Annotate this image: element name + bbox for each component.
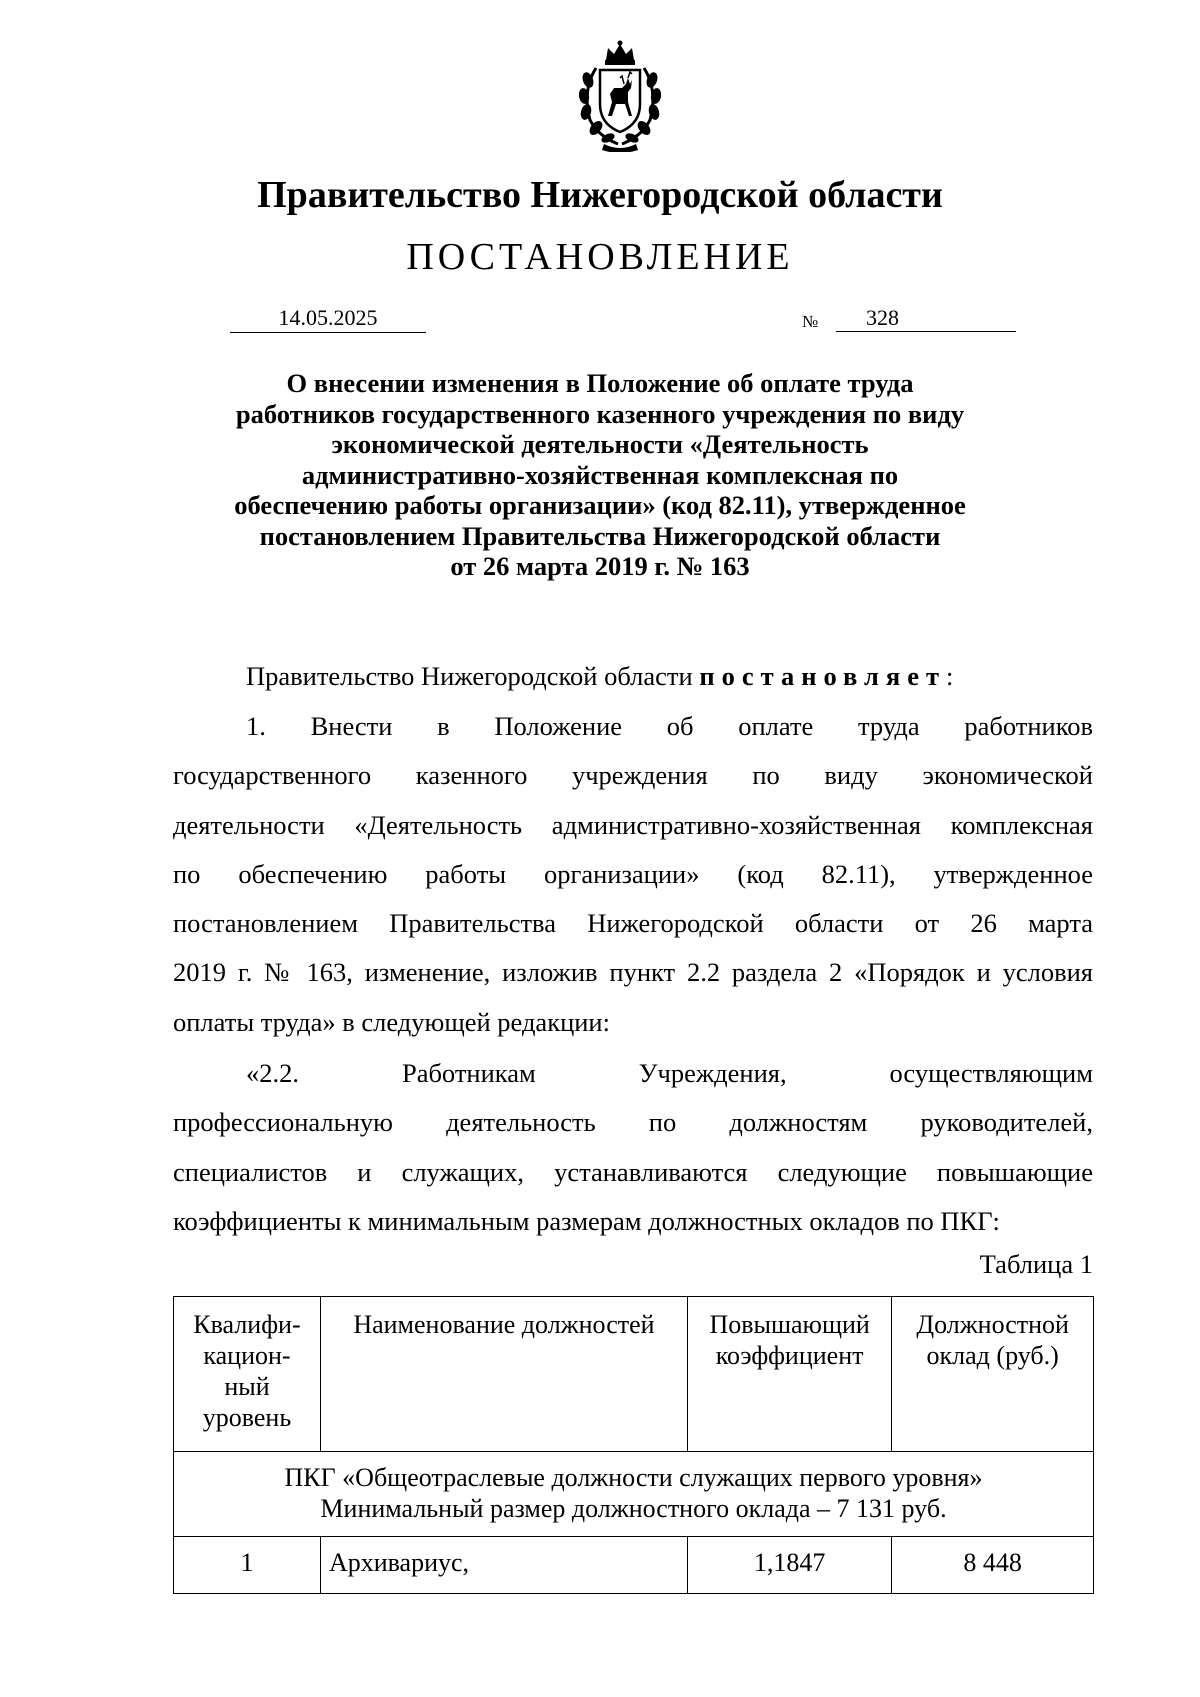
paragraph-2 (173, 1049, 1093, 1246)
table-label: Таблица 1 (979, 1249, 1093, 1279)
paragraph-line: «2.2. Работникам Учреждения, осуществляющим (246, 1058, 1093, 1088)
cell-coef: 1,1847 (687, 1537, 891, 1594)
salary-table (173, 1296, 1094, 1594)
group-min-salary: Минимальный размер должностного оклада – 7 131 руб. (320, 1494, 947, 1523)
group-title: ПКГ «Общеотраслевые должности служащих первого уровня» (284, 1463, 983, 1492)
table-group-row (174, 1452, 1094, 1537)
government-name: Правительство Нижегородской области (257, 174, 943, 216)
resolution-intro (246, 660, 953, 692)
header-level-line: уровень (202, 1403, 292, 1432)
paragraph-line: постановлением Правительства Нижегородской области от 26 марта (173, 908, 1093, 939)
header-salary-line: оклад (руб.) (926, 1341, 1059, 1370)
header-level-line: Квалифи- (193, 1310, 301, 1339)
header-level-line: ный (224, 1372, 270, 1401)
header-coef (687, 1297, 891, 1452)
heading-line: от 26 марта 2019 г. № 163 (450, 551, 750, 581)
paragraph-line: оплаты труда» в следующей редакции: (173, 1006, 610, 1037)
intro-text: Правительство Нижегородской области (246, 661, 700, 691)
intro-tail: : (946, 661, 954, 691)
paragraph-line: коэффициенты к минимальным размерам должностных окладов по ПКГ: (173, 1205, 1000, 1236)
paragraph-line: профессиональную деятельность по должностям руководителей, (173, 1107, 1093, 1138)
heading-line: экономической деятельности «Деятельность (331, 429, 869, 459)
group-cell (174, 1452, 1094, 1537)
heading-line: обеспечению работы организации» (код 82.11), утвержденное (234, 490, 966, 520)
paragraph-line: деятельности «Деятельность административно-хозяйственная комплексная (173, 809, 1093, 840)
paragraph-line: специалистов и служащих, устанавливаются следующие повышающие (173, 1156, 1093, 1187)
header-salary (892, 1297, 1094, 1452)
header-level-line: кацион- (203, 1341, 291, 1370)
cell-salary: 8 448 (892, 1537, 1094, 1594)
paragraph-1 (173, 702, 1093, 1047)
intro-emphasis: постановляет (699, 661, 947, 691)
document-heading (150, 368, 1050, 582)
coat-of-arms-icon (568, 40, 672, 152)
paragraph-line: 2019 г. № 163, изменение, изложив пункт 2.2 раздела 2 «Порядок и условия (173, 957, 1093, 988)
header-coef-line: коэффициент (715, 1341, 864, 1370)
document-type: ПОСТАНОВЛЕНИЕ (406, 236, 794, 278)
document-date: 14.05.2025 (230, 304, 426, 333)
heading-line: О внесении изменения в Положение об оплате труда (286, 368, 914, 398)
paragraph-line: по обеспечению работы организации» (код 82.11), утвержденное (173, 858, 1093, 889)
table-row (174, 1537, 1094, 1594)
table-header-row (174, 1297, 1094, 1452)
header-coef-line: Повышающий (709, 1310, 870, 1339)
heading-line: работников государственного казенного учреждения по виду (235, 398, 965, 429)
paragraph-line: государственного казенного учреждения по виду экономической (173, 760, 1093, 791)
heading-line: постановлением Правительства Нижегородской области (259, 520, 941, 551)
number-sign: № (802, 312, 819, 331)
document-number: 328 (836, 304, 1016, 332)
heading-line: административно-хозяйственная комплексная по (301, 459, 899, 490)
paragraph-line: 1. Внести в Положение об оплате труда работников (246, 711, 1093, 741)
cell-name: Архивариус, (320, 1537, 687, 1594)
header-name: Наименование должностей (320, 1297, 687, 1452)
header-salary-line: Должностной (916, 1310, 1069, 1339)
cell-level: 1 (174, 1537, 321, 1594)
header-level (174, 1297, 321, 1452)
